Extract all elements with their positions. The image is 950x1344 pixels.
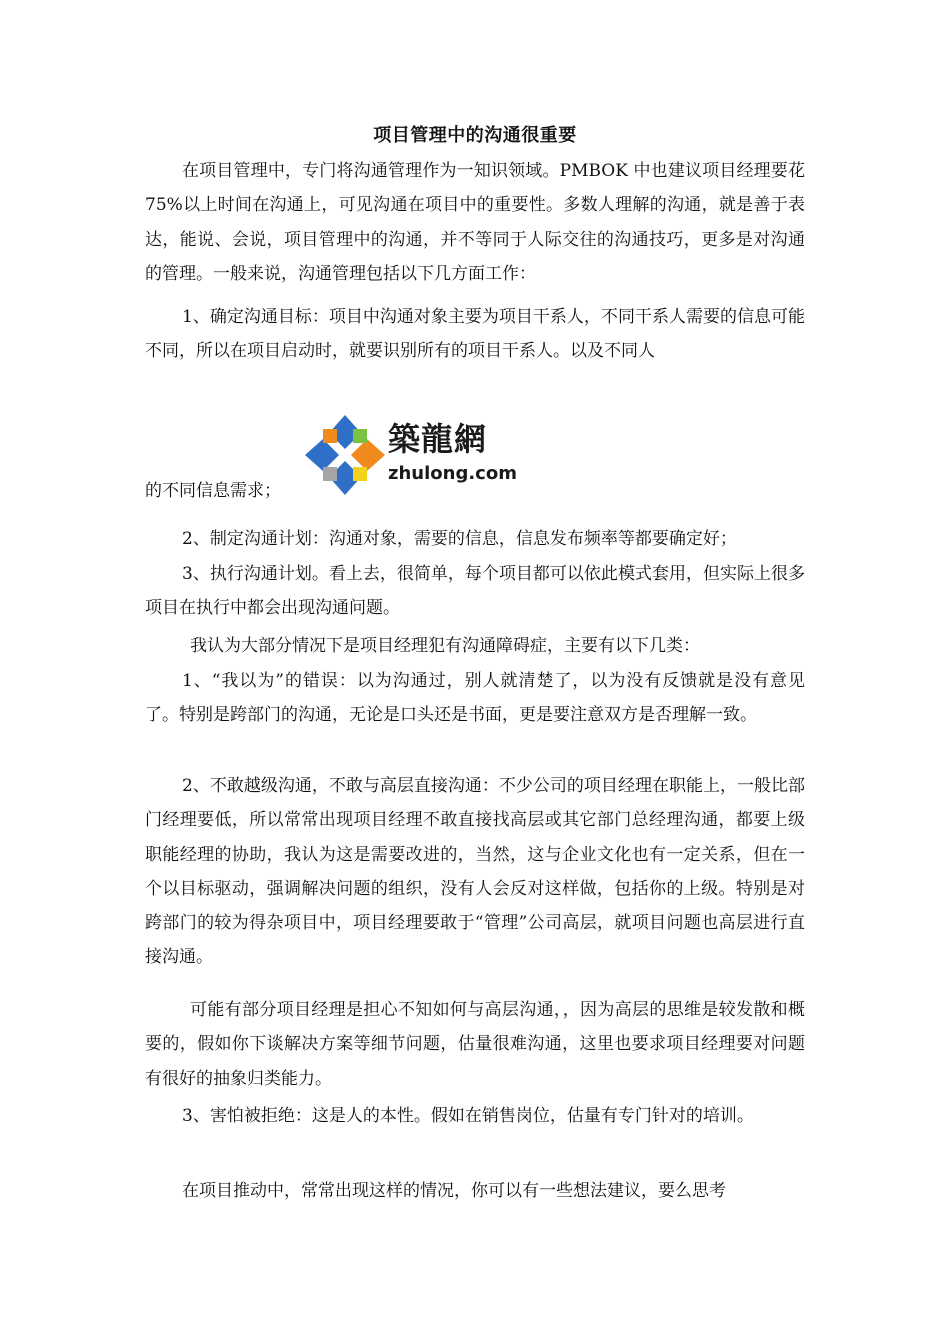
document-title: 项目管理中的沟通很重要	[373, 125, 577, 146]
paragraph-project-push: 在项目推动中，常常出现这样的情况，你可以有一些想法建议，要么思考	[182, 1181, 726, 1201]
paragraph-item-1: 1、确定沟通目标：项目中沟通对象主要为项目干系人，不同干系人需要的信息可能不同，所以在项目启动时，就要识别所有的项目干系人。以及不同人	[145, 307, 805, 362]
logo-name-cn: 築龍網	[388, 420, 488, 458]
paragraph-obstacle-1: 1、“我以为”的错误：以为沟通过，别人就清楚了，以为没有反馈就是没有意见了。特别是跨部门的沟通，无论是口头还是书面，更是要注意双方是否理解一致。	[145, 671, 805, 726]
paragraph-obstacles-intro: 我认为大部分情况下是项目经理犯有沟通障碍症，主要有以下几类：	[190, 636, 700, 656]
paragraph-intro: 在项目管理中，专门将沟通管理作为一知识领域。PMBOK 中也建议项目经理要花 75%以上时间在沟通上，可见沟通在项目中的重要性。多数人理解的沟通，就是善于表达，能说、会说，项目管理中的沟通，并不等同于人际交往的沟通技巧，更多是对沟通的管理。一般来说，沟通管理包括以下几方面工作：	[145, 161, 805, 284]
paragraph-high-level: 可能有部分项目经理是担心不知如何与高层沟通，，因为高层的思维是较发散和概要的，假如你下谈解决方案等细节问题，估量很难沟通，这里也要求项目经理要对问题有很好的抽象归类能力。	[145, 1000, 805, 1089]
paragraph-obstacle-2: 2、不敢越级沟通，不敢与高层直接沟通：不少公司的项目经理在职能上，一般比部门经理要低，所以常常出现项目经理不敢直接找高层或其它部门总经理沟通，都要上级职能经理的协助，我认为这是需要改进的，当然，这与企业文化也有一定关系，但在一个以目标驱动，强调解决问题的组织，没有人会反对这样做，包括你的上级。特别是对跨部门的较为得杂项目中，项目经理要敢于“管理”公司高层，就项目问题也高层进行直接沟通。	[145, 776, 805, 968]
logo-name-en: zhulong.com	[388, 463, 517, 484]
paragraph-obstacle-3: 3、害怕被拒绝：这是人的本性。假如在销售岗位，估量有专门针对的培训。	[182, 1106, 754, 1126]
paragraph-item-1-tail: 的不同信息需求；	[145, 481, 281, 501]
paragraph-item-3: 3、执行沟通计划。看上去，很简单，每个项目都可以依此模式套用，但实际上很多项目在执行中都会出现沟通问题。	[145, 564, 805, 619]
paragraph-item-2: 2、制定沟通计划：沟通对象，需要的信息，信息发布频率等都要确定好；	[182, 529, 737, 549]
